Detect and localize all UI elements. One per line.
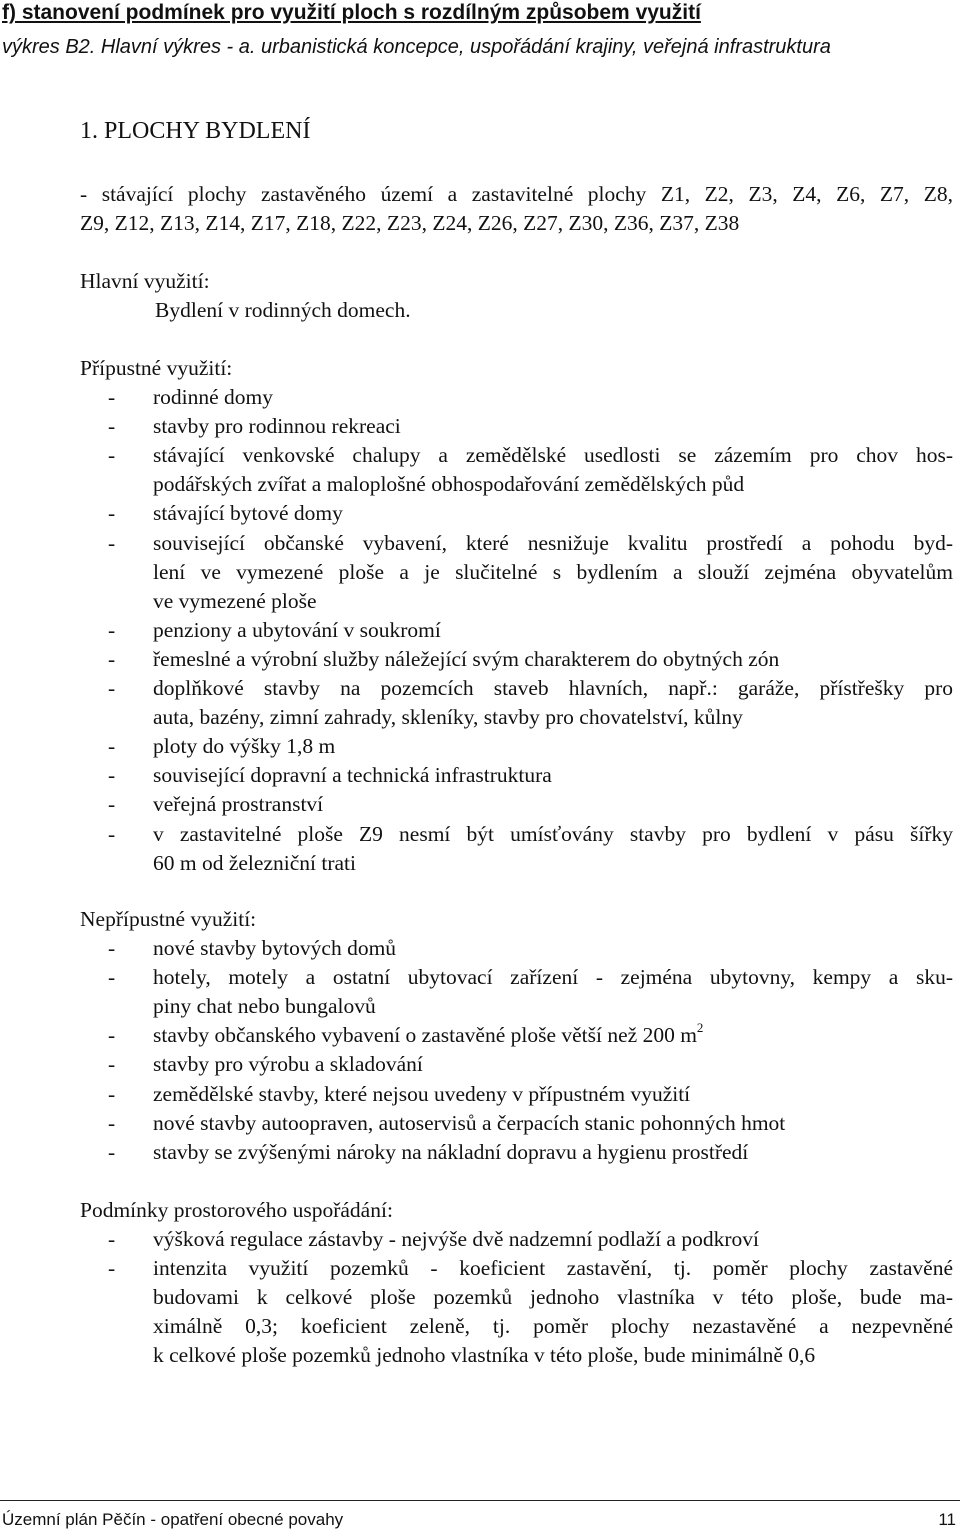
permitted-item-text: penziony a ubytování v soukromí (153, 617, 441, 642)
forbidden-use-label: Nepřípustné využití: (80, 907, 257, 931)
permitted-item-text: rodinné domy (153, 385, 274, 409)
list-dash: - (108, 443, 116, 468)
forbidden-item-text: nové stavby autoopraven, autoservisů a čerpacích stanic pohonných hmot (153, 1110, 786, 1135)
permitted-use-label: Přípustné využití: (80, 356, 233, 380)
permitted-item-text: doplňkové stavby na pozemcích staveb hlavních, např.: garáže, přístřešky pro (153, 676, 953, 700)
conditions-item-text: intenzita využití pozemků - koeficient zastavění, tj. poměr plochy zastavěné (153, 1256, 953, 1281)
superscript-exponent: 2 (696, 1020, 704, 1036)
list-dash: - (108, 936, 116, 960)
list-dash: - (108, 1256, 116, 1281)
forbidden-item-text: nové stavby bytových domů (153, 936, 397, 960)
permitted-item-text: 60 m od železniční trati (153, 850, 356, 875)
conditions-item-text: výšková regulace zástavby - nejvýše dvě nadzemní podlaží a podkroví (153, 1227, 759, 1251)
list-dash: - (108, 501, 116, 526)
list-dash: - (108, 1139, 116, 1164)
list-dash: - (108, 676, 116, 700)
list-dash: - (108, 617, 116, 642)
list-dash: - (108, 763, 116, 788)
forbidden-item-text: stavby se zvýšenými nároky na nákladní dopravu a hygienu prostředí (153, 1139, 749, 1164)
permitted-item-text: v zastavitelné ploše Z9 nesmí být umísťovány stavby pro bydlení v pásu šířky (153, 821, 953, 846)
list-dash: - (108, 965, 116, 990)
forbidden-item-text: stavby občanského vybavení o zastavěné ploše větší než 200 $m^2$ (153, 1020, 704, 1048)
permitted-item-text: veřejná prostranství (153, 792, 324, 817)
conditions-item-text: ximálně 0,3; koeficient zeleně, tj. poměr plochy nezastavěné a nezpevněné (153, 1314, 953, 1339)
list-dash: - (108, 1110, 116, 1135)
list-dash: - (108, 414, 116, 439)
main-use-text: Bydlení v rodinných domech. (155, 298, 411, 322)
list-dash: - (108, 1023, 116, 1048)
permitted-item-text: stávající bytové domy (153, 501, 343, 526)
permitted-item-text: ploty do výšky 1,8 m (153, 734, 336, 759)
list-dash: - (108, 792, 116, 817)
permitted-item-text: řemeslné a výrobní služby náležející svým charakterem do obytných zón (153, 646, 780, 671)
conditions-item-text: budovami k celkové ploše pozemků jednoho vlastníka v této ploše, bude ma- (153, 1285, 953, 1310)
list-dash: - (108, 1227, 116, 1251)
permitted-item-text: související občanské vybavení, které nesnižuje kvalitu prostředí a pohodu byd- (153, 530, 953, 555)
permitted-item-text: lení ve vymezené ploše a je slučitelné s bydlením a slouží zejména obyvatelům (153, 559, 953, 584)
forbidden-item-text: stavby pro výrobu a skladování (153, 1052, 423, 1077)
list-dash: - (108, 821, 116, 846)
forbidden-item-text: piny chat nebo bungalovů (153, 994, 376, 1019)
permitted-item-text: související dopravní a technická infrastruktura (153, 763, 552, 788)
document-section-title: f) stanovení podmínek pro využití ploch s rozdílným způsobem využití (2, 1, 701, 24)
forbidden-item-text: zemědělské stavby, které nejsou uvedeny v přípustném využití (153, 1081, 691, 1106)
page-number: 11 (938, 1510, 956, 1529)
spatial-conditions-label: Podmínky prostorového uspořádání: (80, 1198, 393, 1222)
intro-line: - stávající plochy zastavěného území a zastavitelné plochy Z1, Z2, Z3, Z4, Z6, Z7, Z8, (80, 182, 953, 206)
list-dash: - (108, 385, 116, 409)
list-dash: - (108, 530, 116, 555)
footer-document-name: Územní plán Pěčín - opatření obecné povahy (2, 1510, 344, 1529)
forbidden-item-text: hotely, motely a ostatní ubytovací zařízení - zejména ubytovny, kempy a sku- (153, 965, 953, 990)
footer-divider (0, 1500, 960, 1501)
drawing-reference: výkres B2. Hlavní výkres - a. urbanistická koncepce, uspořádání krajiny, veřejná infrastruktura (2, 36, 831, 58)
intro-line: Z9, Z12, Z13, Z14, Z17, Z18, Z22, Z23, Z24, Z26, Z27, Z30, Z36, Z37, Z38 (80, 211, 740, 235)
permitted-item-text: ve vymezené ploše (153, 588, 317, 613)
permitted-item-text: auta, bazény, zimní zahrady, skleníky, stavby pro chovatelství, kůlny (153, 705, 743, 730)
permitted-item-text: podářských zvířat a maloplošné obhospodařování zemědělských půd (153, 472, 745, 497)
list-dash: - (108, 646, 116, 671)
main-use-label: Hlavní využití: (80, 269, 210, 293)
list-dash: - (108, 1081, 116, 1106)
permitted-item-text: stavby pro rodinnou rekreaci (153, 414, 401, 439)
permitted-item-text: stávající venkovské chalupy a zemědělské usedlosti se zázemím pro chov hos- (153, 443, 953, 468)
list-dash: - (108, 734, 116, 759)
list-dash: - (108, 1052, 116, 1077)
section-heading: 1. PLOCHY BYDLENÍ (80, 118, 311, 144)
conditions-item-text: k celkové ploše pozemků jednoho vlastníka v této ploše, bude minimálně 0,6 (153, 1343, 816, 1368)
